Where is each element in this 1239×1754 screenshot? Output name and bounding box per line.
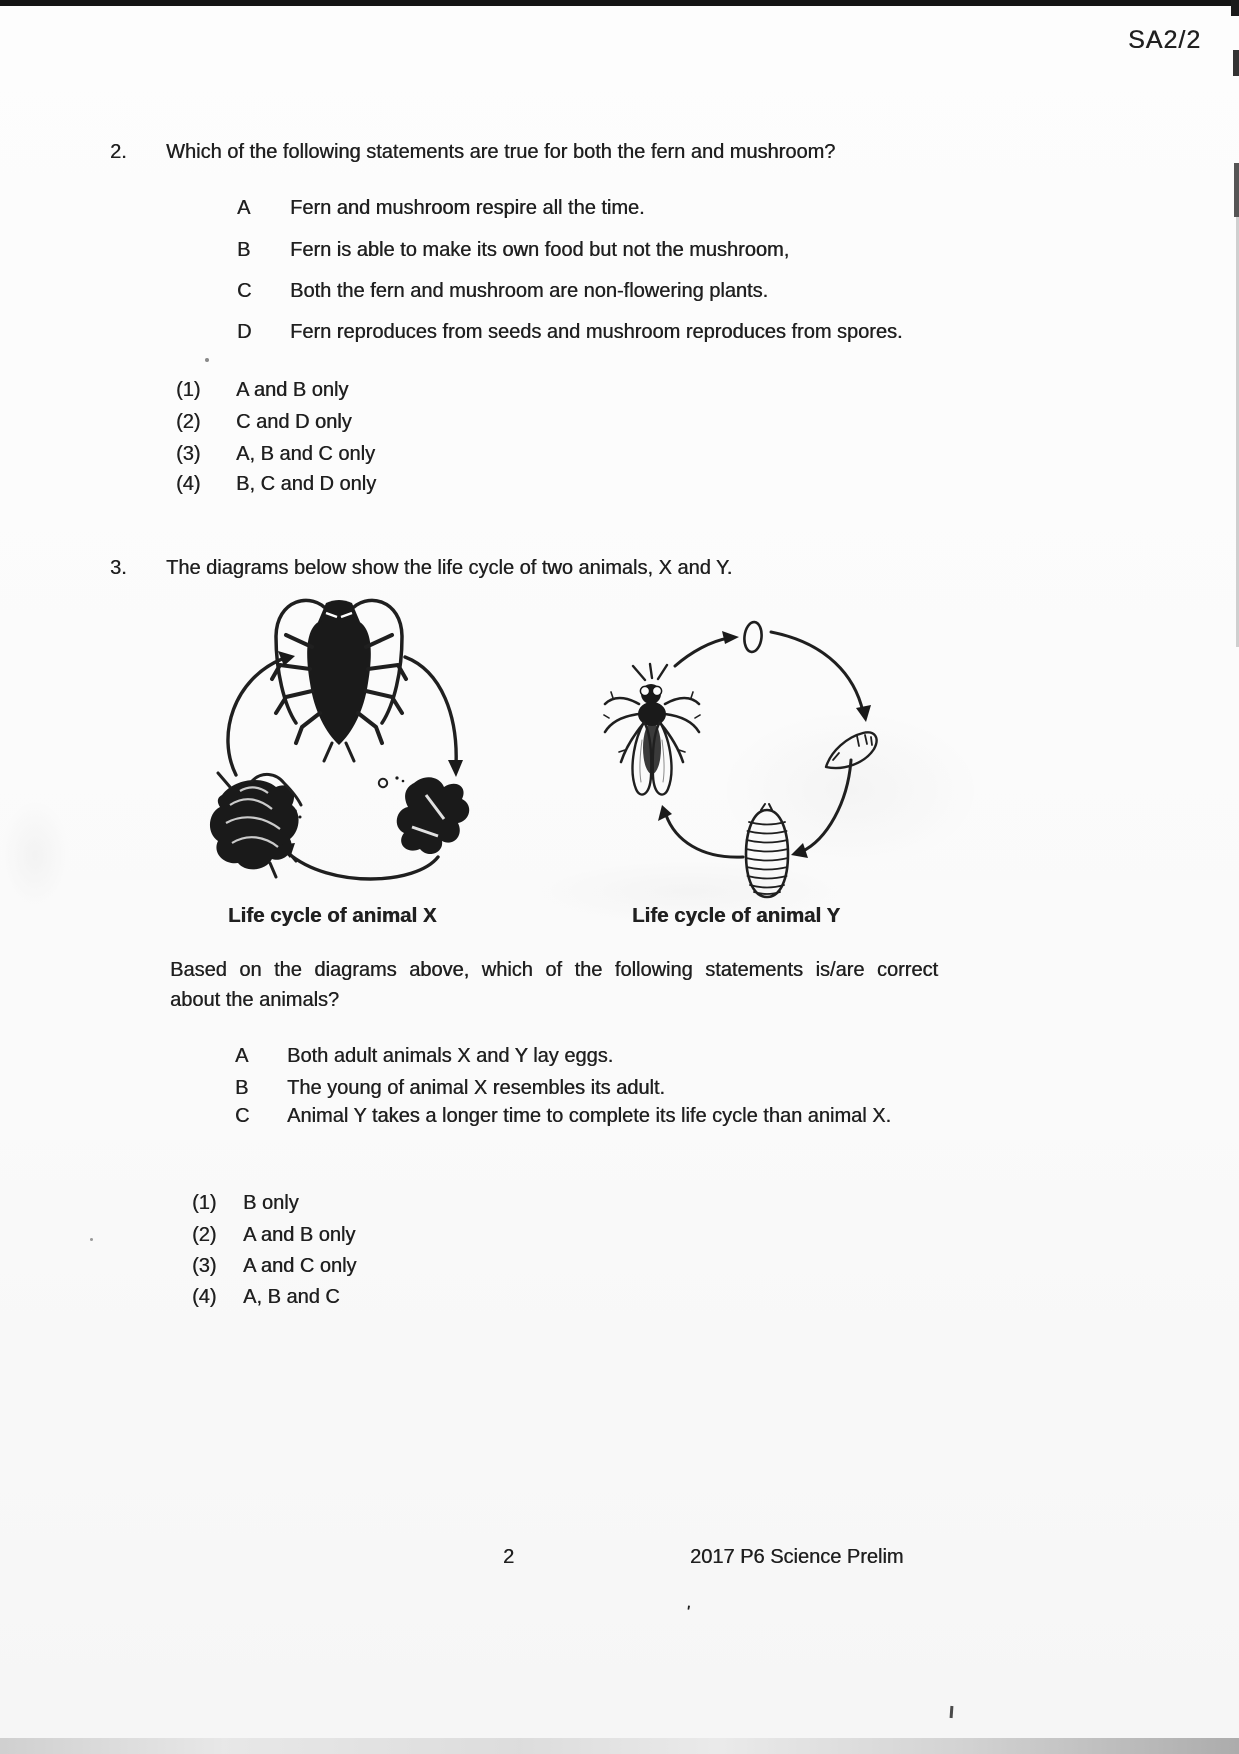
scan-edge-right-2 xyxy=(1233,50,1239,76)
footer-doc-label: 2017 P6 Science Prelim xyxy=(690,1546,904,1568)
question-2-number: 2. xyxy=(110,141,127,163)
egg-case-illustration xyxy=(397,777,469,854)
q2-statement-c xyxy=(237,279,768,303)
q3-option-1-label: (1) xyxy=(192,1192,217,1214)
q3-option-3-text: A and C only xyxy=(243,1255,357,1277)
q3-followup-line1: Based on the diagrams above, which of the following statements is/are correct xyxy=(170,959,938,981)
q2-statement-b xyxy=(237,238,789,262)
q3-option-2 xyxy=(192,1223,355,1247)
q2-option-3-text: A, B and C only xyxy=(236,443,375,465)
q2-option-2-text: C and D only xyxy=(236,411,352,433)
q2-option-1-text: A and B only xyxy=(236,379,349,401)
speck-circle xyxy=(379,779,387,787)
scan-edge-top xyxy=(0,0,1239,6)
scan-edge-right-3 xyxy=(1234,163,1239,217)
life-cycle-x-caption: Life cycle of animal X xyxy=(228,904,437,927)
scan-smudge-3 xyxy=(0,800,70,910)
life-cycle-y-diagram xyxy=(595,610,885,905)
q2-option-4 xyxy=(176,472,376,496)
q2-option-4-text: B, C and D only xyxy=(236,473,377,495)
q3-statement-c-text: Animal Y takes a longer time to complete its life cycle than animal X. xyxy=(287,1105,891,1127)
q3-statement-b-text: The young of animal X resembles its adult. xyxy=(287,1077,665,1099)
q3-option-2-label: (2) xyxy=(192,1224,217,1246)
q3-statement-b-label: B xyxy=(235,1077,249,1099)
q2-statement-b-label: B xyxy=(237,239,251,261)
q2-statement-d-label: D xyxy=(237,321,252,343)
question-3-number: 3. xyxy=(110,557,127,579)
question-2-text: Which of the following statements are true for both the fern and mushroom? xyxy=(166,141,836,163)
question-3 xyxy=(110,556,732,580)
adult-fly-illustration xyxy=(604,664,700,795)
question-2 xyxy=(110,140,835,164)
scan-speck-2 xyxy=(90,1238,93,1241)
q2-statement-c-label: C xyxy=(237,280,252,302)
nymph-illustration xyxy=(210,773,302,877)
q3-option-3 xyxy=(192,1254,356,1278)
scan-edge-bottom xyxy=(0,1738,1239,1754)
q3-statement-a xyxy=(235,1044,613,1068)
q3-option-2-text: A and B only xyxy=(243,1224,356,1246)
speck-dot xyxy=(395,776,398,779)
q3-option-1 xyxy=(192,1191,299,1215)
life-cycle-x-diagram xyxy=(200,595,480,885)
q2-option-1 xyxy=(176,378,348,402)
q2-statement-d-text: Fern reproduces from seeds and mushroom reproduces from spores. xyxy=(290,321,903,343)
adult-cockroach-illustration xyxy=(272,600,406,761)
q3-option-4 xyxy=(192,1285,340,1309)
egg-illustration xyxy=(743,621,763,653)
speck-dot xyxy=(402,780,405,783)
q2-option-2-label: (2) xyxy=(176,411,201,433)
life-cycle-y-caption: Life cycle of animal Y xyxy=(632,904,841,927)
question-3-text: The diagrams below show the life cycle of two animals, X and Y. xyxy=(166,557,733,579)
scan-edge-right-1 xyxy=(1231,0,1239,16)
q2-statement-d xyxy=(237,320,903,344)
q2-option-2 xyxy=(176,410,352,434)
q3-option-4-label: (4) xyxy=(192,1286,217,1308)
scan-tick-mark xyxy=(950,1706,954,1718)
q2-option-3 xyxy=(176,442,375,466)
q2-statement-a-label: A xyxy=(237,197,251,219)
q3-option-1-text: B only xyxy=(243,1192,299,1214)
q3-option-4-text: A, B and C xyxy=(243,1286,340,1308)
q2-statement-b-text: Fern is able to make its own food but not the mushroom, xyxy=(290,239,790,261)
q2-option-4-label: (4) xyxy=(176,473,201,495)
q2-statement-a xyxy=(237,196,645,220)
q2-option-3-label: (3) xyxy=(176,443,201,465)
q3-followup-line2: about the animals? xyxy=(170,989,340,1011)
q3-statement-c-label: C xyxy=(235,1105,250,1127)
footer-stray-mark: ' xyxy=(684,1601,692,1623)
q3-option-3-label: (3) xyxy=(192,1255,217,1277)
q2-option-1-label: (1) xyxy=(176,379,201,401)
q3-statement-c xyxy=(235,1104,891,1128)
page-number: 2 xyxy=(503,1546,515,1568)
pupa-illustration xyxy=(746,804,788,897)
q2-statement-c-text: Both the fern and mushroom are non-flowering plants. xyxy=(290,280,769,302)
q2-statement-a-text: Fern and mushroom respire all the time. xyxy=(290,197,645,219)
scan-speck-1 xyxy=(205,358,209,362)
q3-statement-b xyxy=(235,1076,665,1100)
q3-statement-a-label: A xyxy=(235,1045,249,1067)
q3-statement-a-text: Both adult animals X and Y lay eggs. xyxy=(287,1045,614,1067)
page-header-reference: SA2/2 xyxy=(1128,26,1202,54)
